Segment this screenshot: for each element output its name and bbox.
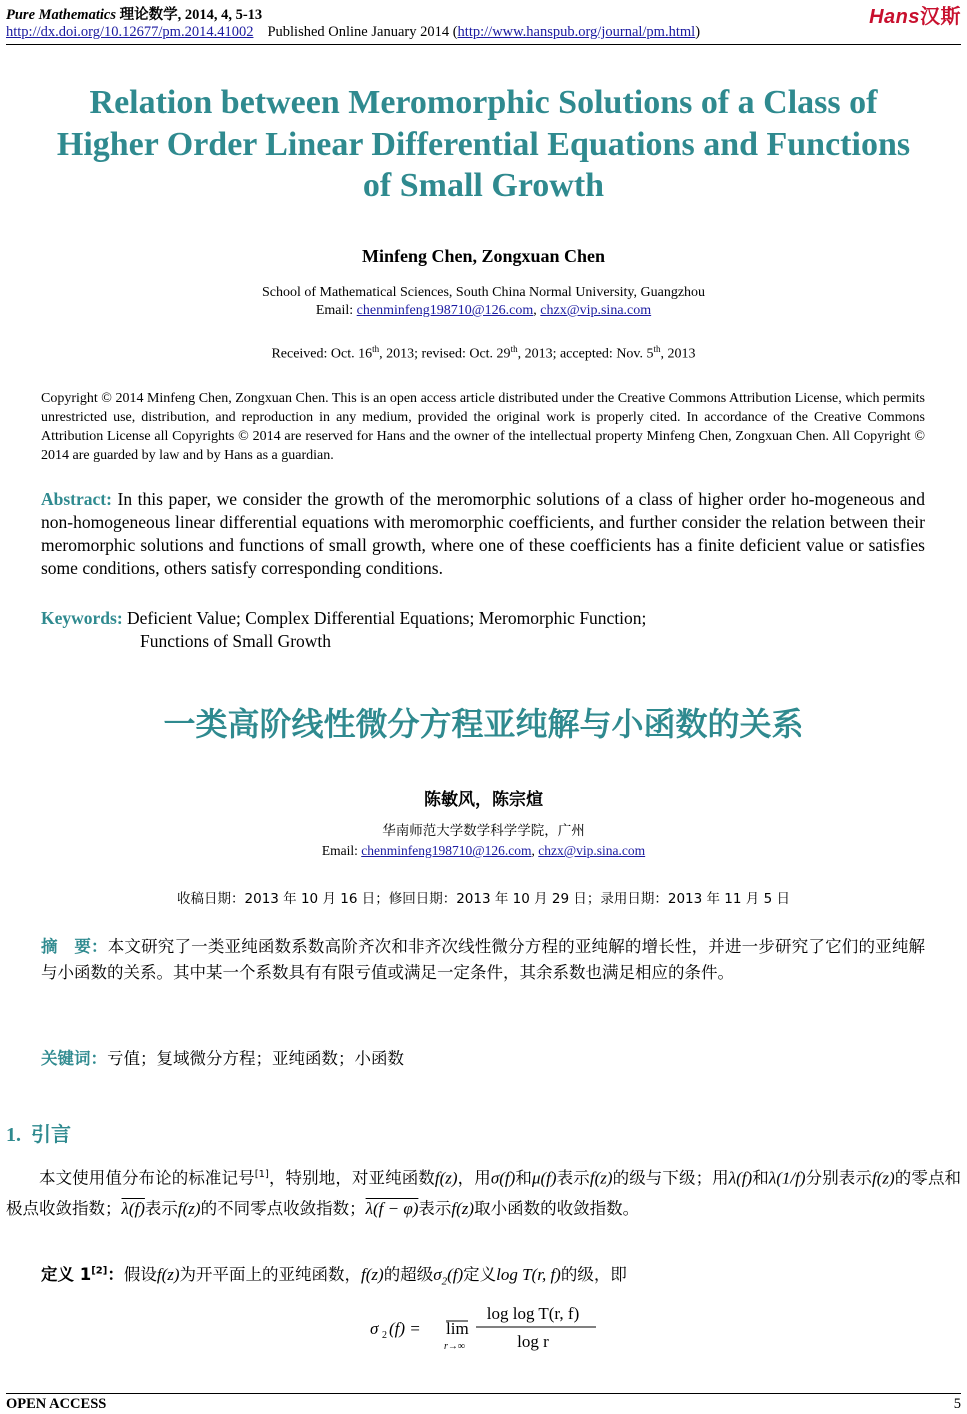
math-lambda-1f: λ(1/f) (768, 1168, 806, 1188)
math-fz: f(z) (872, 1168, 895, 1188)
math-subscript: 2 (441, 1275, 448, 1288)
body-text: 和 (515, 1168, 532, 1188)
cn-abstract (41, 934, 925, 986)
formula-lhs-sub: 2 (382, 1330, 387, 1341)
keywords (41, 607, 925, 653)
math-sigma: σ (433, 1265, 442, 1284)
body-text: 取小函数的收敛指数。 (474, 1198, 640, 1218)
email-label: Email: (321, 843, 362, 858)
email-line (0, 302, 967, 320)
logo-text-cn: 汉斯 (920, 4, 961, 28)
body-text: 表示 (144, 1198, 178, 1218)
paper-title: Relation between Meromorphic Solutions of a Class of Higher Order Linear Differential Equations and Functions of Small Growth (56, 84, 911, 204)
body-text: 分别表示 (805, 1168, 872, 1188)
keywords-text: Deficient Value; Complex Differential Equations; Meromorphic Function; (122, 608, 647, 628)
received-part: , 2013 (660, 346, 696, 362)
cn-email-link-1[interactable]: chenminfeng198710@126.com (361, 843, 532, 858)
math-fz: f(z) (156, 1265, 180, 1284)
citation-ref[interactable]: [1] (254, 1169, 269, 1180)
published-close: ) (695, 24, 701, 40)
cn-abstract-label: 摘 要： (41, 937, 108, 956)
footer-rule (6, 1393, 961, 1394)
email-sep: , (533, 303, 541, 318)
body-text: 和 (752, 1168, 769, 1188)
formula-denominator: log r (517, 1332, 549, 1351)
formula-lhs-arg: (f) = (389, 1319, 421, 1338)
math-fz: f(z) (434, 1168, 458, 1188)
affiliation: School of Mathematical Sciences, South China Normal University, Guangzhou (261, 285, 706, 300)
math-lambda-bar-f: λ(f) (121, 1198, 145, 1218)
body-text: ，特别地，对亚纯函数 (268, 1168, 435, 1188)
email-link-2[interactable]: chzx@vip.sina.com (540, 303, 652, 318)
body-text: 的级，即 (560, 1265, 627, 1284)
body-text: 的不同零点收敛指数； (200, 1198, 366, 1218)
keywords-label: Keywords: (41, 608, 123, 628)
body-text: 的超级 (383, 1265, 434, 1284)
ordinal-suffix: th (372, 344, 380, 354)
received-part: , 2013; accepted: Nov. 5 (517, 346, 654, 362)
math-fz: f(z) (451, 1198, 475, 1218)
authors: Minfeng Chen, Zongxuan Chen (361, 246, 606, 266)
cn-keywords-label: 关键词： (41, 1049, 107, 1068)
hans-logo (869, 0, 961, 29)
section-number: 1. (6, 1124, 21, 1146)
body-text: 的零点和极点收敛指数； (6, 1168, 962, 1218)
body-text: ，用 (457, 1168, 491, 1188)
cn-affiliation-block (0, 822, 967, 860)
definition-label: 定义 1 (41, 1265, 92, 1284)
math-mu-f: μ(f) (531, 1168, 557, 1188)
published-text: Published Online January 2014 ( (267, 24, 458, 40)
cn-received-dates: 收稿日期：2013 年 10 月 16 日；修回日期：2013 年 10 月 29 日；录用日期：2013 年 11 月 5 日 (177, 891, 790, 907)
email-link-1[interactable]: chenminfeng198710@126.com (356, 303, 534, 318)
definition-1 (41, 1261, 961, 1287)
keywords-text-2: Functions of Small Growth (140, 631, 332, 651)
journal-name: Pure Mathematics (6, 7, 116, 23)
abstract-text: In this paper, we consider the growth of the meromorphic solutions of a class of higher order ho-mogeneous and non-homogeneous linear differential equations with meromorphic coefficients, and further consider the relation between their meromorphic solutions and functions of small growth, where one of these coefficients has a finite deficient value or satisfies some conditions, others satisfy corresponding conditions. (41, 489, 925, 578)
cn-keywords (41, 1045, 404, 1069)
page-number: 5 (953, 1396, 961, 1412)
ordinal-suffix: th (653, 344, 661, 354)
math-arg: (f) (447, 1265, 464, 1284)
section-heading (6, 1118, 71, 1147)
math-lambda-bar-fphi: λ(f − φ) (365, 1198, 419, 1218)
cn-authors: 陈敏风，陈宗煊 (424, 790, 543, 810)
header-links (6, 24, 700, 41)
math-lambda-f: λ(f) (728, 1168, 753, 1188)
body-text: 为开平面上的亚纯函数， (179, 1265, 362, 1284)
doi-link[interactable]: http://dx.doi.org/10.12677/pm.2014.41002 (6, 24, 254, 40)
received-part: Received: Oct. 16 (271, 346, 373, 362)
email-label: Email: (315, 303, 357, 318)
formula-lhs: σ (370, 1319, 379, 1338)
hyper-order-formula (370, 1300, 610, 1356)
affiliation-block (0, 284, 967, 320)
journal-header (6, 3, 262, 24)
math-sigma-f: σ(f) (490, 1168, 516, 1188)
citation-ref[interactable]: [2] (91, 1265, 108, 1277)
cn-paper-title: 一类高阶线性微分方程亚纯解与小函数的关系 (163, 705, 804, 743)
abstract-label: Abstract: (41, 489, 112, 509)
email-sep: , (531, 843, 539, 858)
received-part: , 2013; revised: Oct. 29 (379, 346, 511, 362)
definition-colon: ： (107, 1265, 124, 1284)
open-access-label: OPEN ACCESS (6, 1396, 107, 1412)
cn-email-link-2[interactable]: chzx@vip.sina.com (538, 843, 646, 858)
abstract (41, 488, 925, 580)
journal-link[interactable]: http://www.hanspub.org/journal/pm.html (457, 24, 696, 40)
math-fz: f(z) (361, 1265, 384, 1284)
formula-lim: lim (446, 1319, 469, 1338)
body-text: 假设 (123, 1265, 157, 1284)
body-text: 本文使用值分布论的标准记号 (39, 1168, 255, 1188)
cn-keywords-text: 亏值；复域微分方程；亚纯函数；小函数 (107, 1049, 404, 1068)
logo-text: Hans (869, 6, 920, 28)
cn-email-line (0, 841, 967, 860)
cn-abstract-text: 本文研究了一类亚纯函数系数高阶齐次和非齐次线性微分方程的亚纯解的增长性，并进一步研究了它们的亚纯解与小函数的关系。其中某一个系数具有有限亏值或满足一定条件，其余系数也满足相应的条件。 (41, 937, 926, 982)
math-logT: log T(r, f) (496, 1265, 561, 1284)
journal-issue: , 2014, 4, 5-13 (177, 7, 263, 23)
intro-paragraph (6, 1160, 961, 1224)
formula-numerator: log log T(r, f) (486, 1304, 580, 1323)
math-fz: f(z) (589, 1168, 613, 1188)
formula-lim-sub: r→∞ (444, 1341, 466, 1352)
ordinal-suffix: th (510, 344, 518, 354)
body-text: 定义 (463, 1265, 497, 1284)
header-rule (6, 44, 961, 45)
journal-name-cn: 理论数学 (119, 7, 178, 23)
body-text: 的级与下级；用 (612, 1168, 729, 1188)
body-text: 表示 (556, 1168, 590, 1188)
body-text: 表示 (418, 1198, 452, 1218)
section-title: 引言 (31, 1122, 71, 1146)
math-fz: f(z) (177, 1198, 201, 1218)
copyright-notice: Copyright © 2014 Minfeng Chen, Zongxuan Chen. This is an open access article distributed under the Creative Commons Attribution License, which permits unrestricted use, distribution, and reproduction in any medium, provided the original work is properly cited. In accordance of the Creative Commons Attribution License all Copyrights © 2014 are reserved for Hans and the owner of the intellectual property Minfeng Chen, Zongxuan Chen. All Copyright © 2014 are guarded by law and by Hans as a guardian. (41, 391, 925, 463)
cn-affiliation: 华南师范大学数学科学学院，广州 (382, 823, 585, 839)
received-dates (0, 344, 967, 363)
